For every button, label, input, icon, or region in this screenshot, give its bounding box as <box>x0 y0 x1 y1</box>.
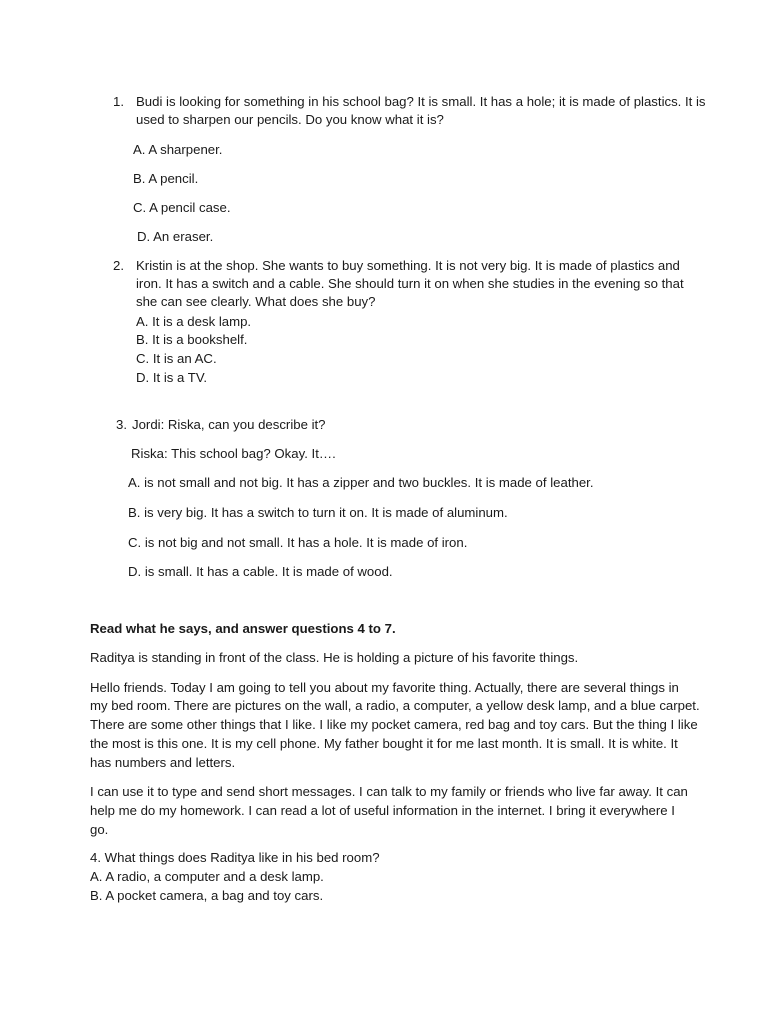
answer-option-a: A. It is a desk lamp. <box>136 314 252 329</box>
answer-option-b: B. It is a bookshelf. <box>136 332 248 347</box>
answer-option-a: A. A radio, a computer and a desk lamp. <box>90 869 324 884</box>
question-text-line: iron. It has a switch and a cable. She should turn it on when she studies in the evening so that <box>136 276 684 291</box>
question-text-line: Budi is looking for something in his school bag? It is small. It has a hole; it is made of plastics. It is <box>136 94 706 109</box>
paragraph-line: the most is this one. It is my cell phone. My father bought it for me last month. It is small. It is white. It <box>90 736 678 751</box>
answer-option-d: D. It is a TV. <box>136 370 208 385</box>
question-text-line: Kristin is at the shop. She wants to buy something. It is not very big. It is made of plastics and <box>136 258 680 273</box>
question-text-line: used to sharpen our pencils. Do you know what it is? <box>136 112 444 127</box>
section-heading: Read what he says, and answer questions 4 to 7. <box>90 621 396 636</box>
question-number: 2. <box>113 258 124 273</box>
paragraph-line: help me do my homework. I can read a lot of useful information in the internet. I bring it everywhere I <box>90 803 675 818</box>
question-number: 3. <box>116 417 127 432</box>
answer-option-c: C. It is an AC. <box>136 351 217 366</box>
question-number: 1. <box>113 94 124 109</box>
answer-option-c: C. is not big and not small. It has a hole. It is made of iron. <box>128 535 468 550</box>
dialogue-line: Riska: This school bag? Okay. It…. <box>131 446 336 461</box>
answer-option-b: B. A pocket camera, a bag and toy cars. <box>90 888 324 903</box>
paragraph-line: Hello friends. Today I am going to tell you about my favorite thing. Actually, there are several things in <box>90 680 679 695</box>
answer-option-a: A. is not small and not big. It has a zipper and two buckles. It is made of leather. <box>128 475 594 490</box>
answer-option-d: D. is small. It has a cable. It is made of wood. <box>128 564 393 579</box>
answer-option-b: B. A pencil. <box>133 171 199 186</box>
paragraph-line: my bed room. There are pictures on the wall, a radio, a computer, a yellow desk lamp, and a blue carpet. <box>90 698 700 713</box>
paragraph-line: has numbers and letters. <box>90 755 236 770</box>
intro-line: Raditya is standing in front of the class. He is holding a picture of his favorite things. <box>90 650 579 665</box>
question-text-line: 4. What things does Raditya like in his bed room? <box>90 850 380 865</box>
answer-option-d: D. An eraser. <box>137 229 214 244</box>
question-text-line: she can see clearly. What does she buy? <box>136 294 376 309</box>
paragraph-line: go. <box>90 822 109 837</box>
question-text-line: Jordi: Riska, can you describe it? <box>132 417 326 432</box>
answer-option-b: B. is very big. It has a switch to turn it on. It is made of aluminum. <box>128 505 508 520</box>
answer-option-c: C. A pencil case. <box>133 200 231 215</box>
paragraph-line: There are some other things that I like. I like my pocket camera, red bag and toy cars. But the thing I like <box>90 717 698 732</box>
answer-option-a: A. A sharpener. <box>133 142 223 157</box>
paragraph-line: I can use it to type and send short messages. I can talk to my family or friends who live far away. It can <box>90 784 688 799</box>
